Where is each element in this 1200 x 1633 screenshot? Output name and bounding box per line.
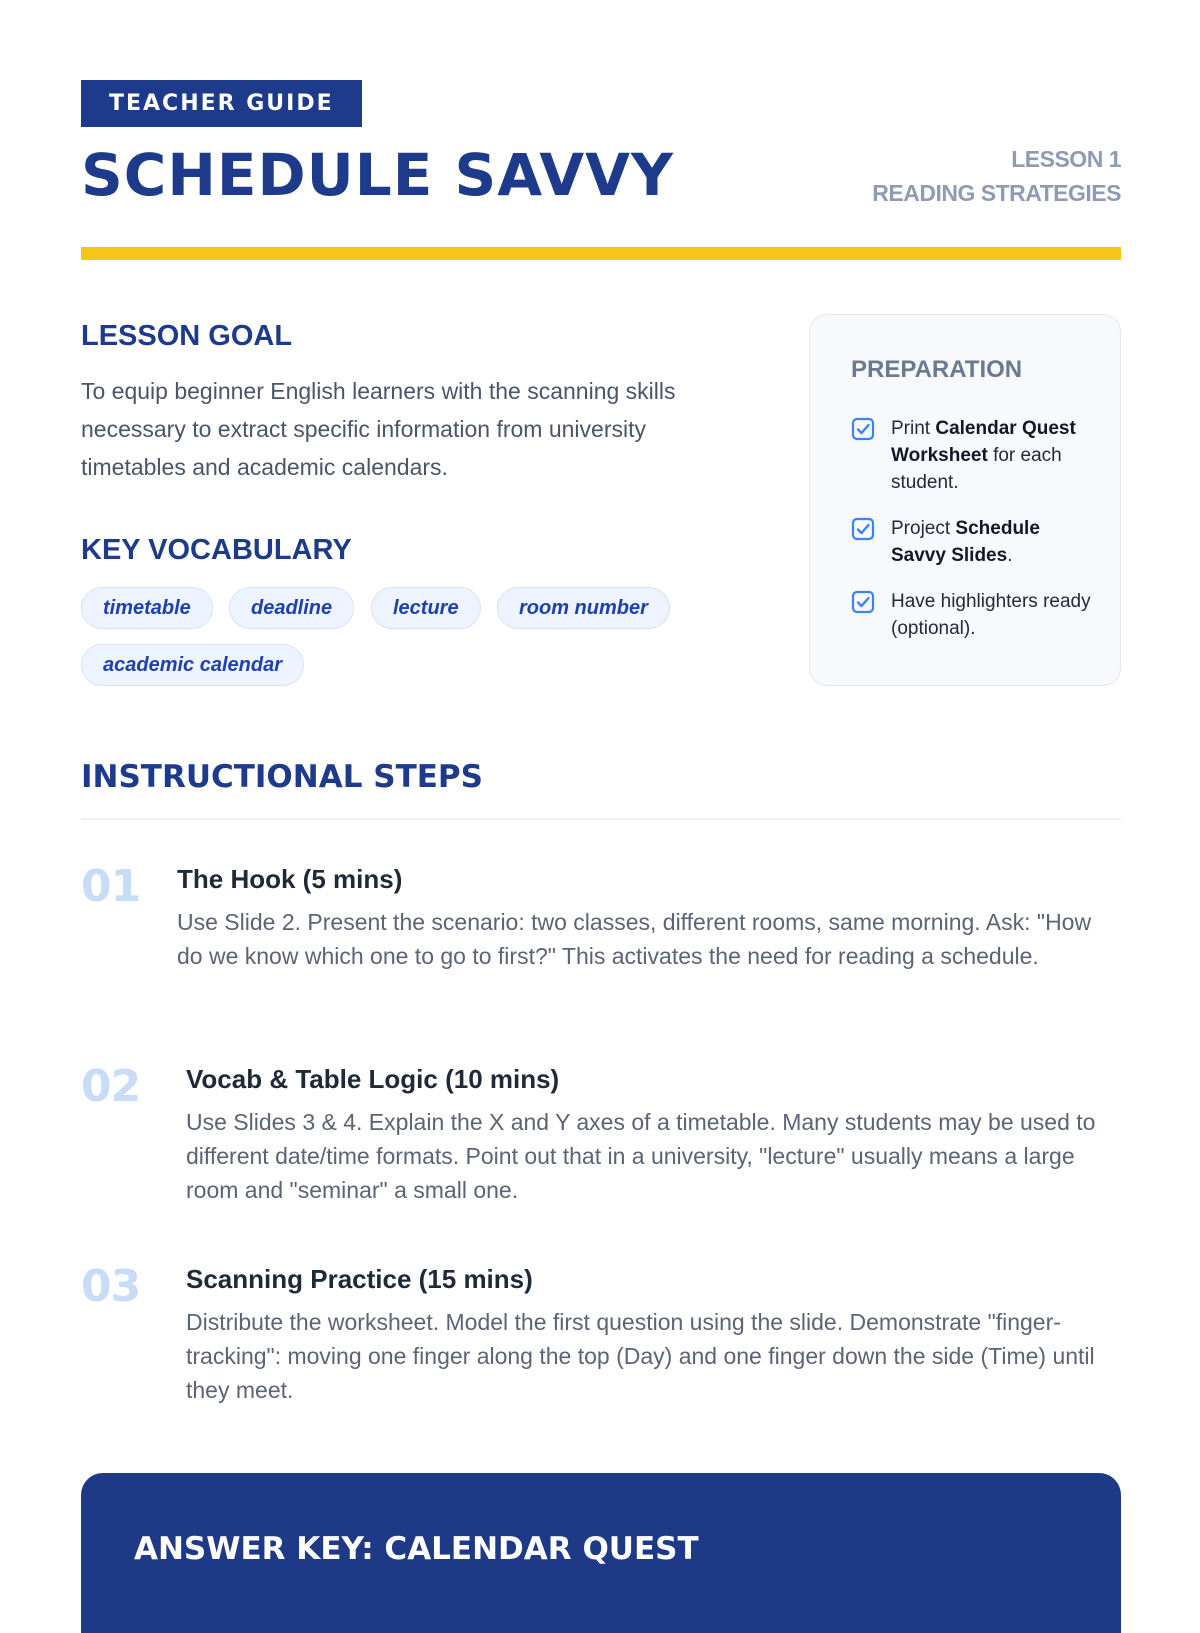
vocab-chip: timetable <box>81 587 213 629</box>
checkbox-checked-icon <box>851 417 875 441</box>
preparation-item-text: Print Calendar Quest Worksheet for each student. <box>891 418 1076 493</box>
step-number: 01 <box>81 861 141 912</box>
vocab-chip: deadline <box>229 587 354 629</box>
checkbox-checked-icon <box>851 517 875 541</box>
step-description: Distribute the worksheet. Model the first question using the slide. Demonstrate "finger-tracking": moving one finger along the top (Day) and one finger down the side (Time) until they meet. <box>186 1309 1095 1403</box>
checkbox-checked-icon <box>851 590 875 614</box>
preparation-item-text: Have highlighters ready (optional). <box>891 591 1091 639</box>
step-number: 02 <box>81 1061 141 1112</box>
step-number: 03 <box>81 1261 141 1312</box>
lesson-number: LESSON 1 <box>1011 146 1121 172</box>
answer-key-heading: ANSWER KEY: CALENDAR QUEST <box>134 1531 699 1567</box>
instructional-steps-heading: INSTRUCTIONAL STEPS <box>81 759 483 795</box>
header-divider <box>81 247 1121 260</box>
lesson-topic: READING STRATEGIES <box>872 180 1121 206</box>
steps-divider <box>81 818 1121 820</box>
lesson-meta <box>872 142 1121 210</box>
step-description: Use Slides 3 & 4. Explain the X and Y axes of a timetable. Many students may be used to different date/time formats. Point out that in a university, "lecture" usually means a large room and "seminar" a small one. <box>186 1109 1096 1203</box>
preparation-heading: PREPARATION <box>851 356 1023 383</box>
preparation-card <box>809 314 1121 686</box>
key-vocabulary-heading: KEY VOCABULARY <box>81 534 352 566</box>
lesson-goal-text: To equip beginner English learners with the scanning skills necessary to extract specific information from university timetables and academic calendars. <box>81 378 676 480</box>
step-title: Scanning Practice (15 mins) <box>186 1264 533 1294</box>
vocab-chip: academic calendar <box>81 644 304 686</box>
step-description: Use Slide 2. Present the scenario: two classes, different rooms, same morning. Ask: "How do we know which one to go to first?" This activates the need for reading a schedule. <box>177 909 1092 969</box>
lesson-goal-heading: LESSON GOAL <box>81 320 293 352</box>
step-title: The Hook (5 mins) <box>177 864 403 894</box>
vocab-chip: lecture <box>371 587 481 629</box>
teacher-guide-page <box>81 0 1121 1600</box>
teacher-guide-badge: TEACHER GUIDE <box>81 80 362 127</box>
vocab-chip: room number <box>497 587 670 629</box>
answer-key-panel <box>81 1473 1121 1633</box>
page-title: SCHEDULE SAVVY <box>81 141 675 209</box>
step-title: Vocab & Table Logic (10 mins) <box>186 1064 560 1094</box>
preparation-item-text: Project Schedule Savvy Slides. <box>891 518 1040 566</box>
